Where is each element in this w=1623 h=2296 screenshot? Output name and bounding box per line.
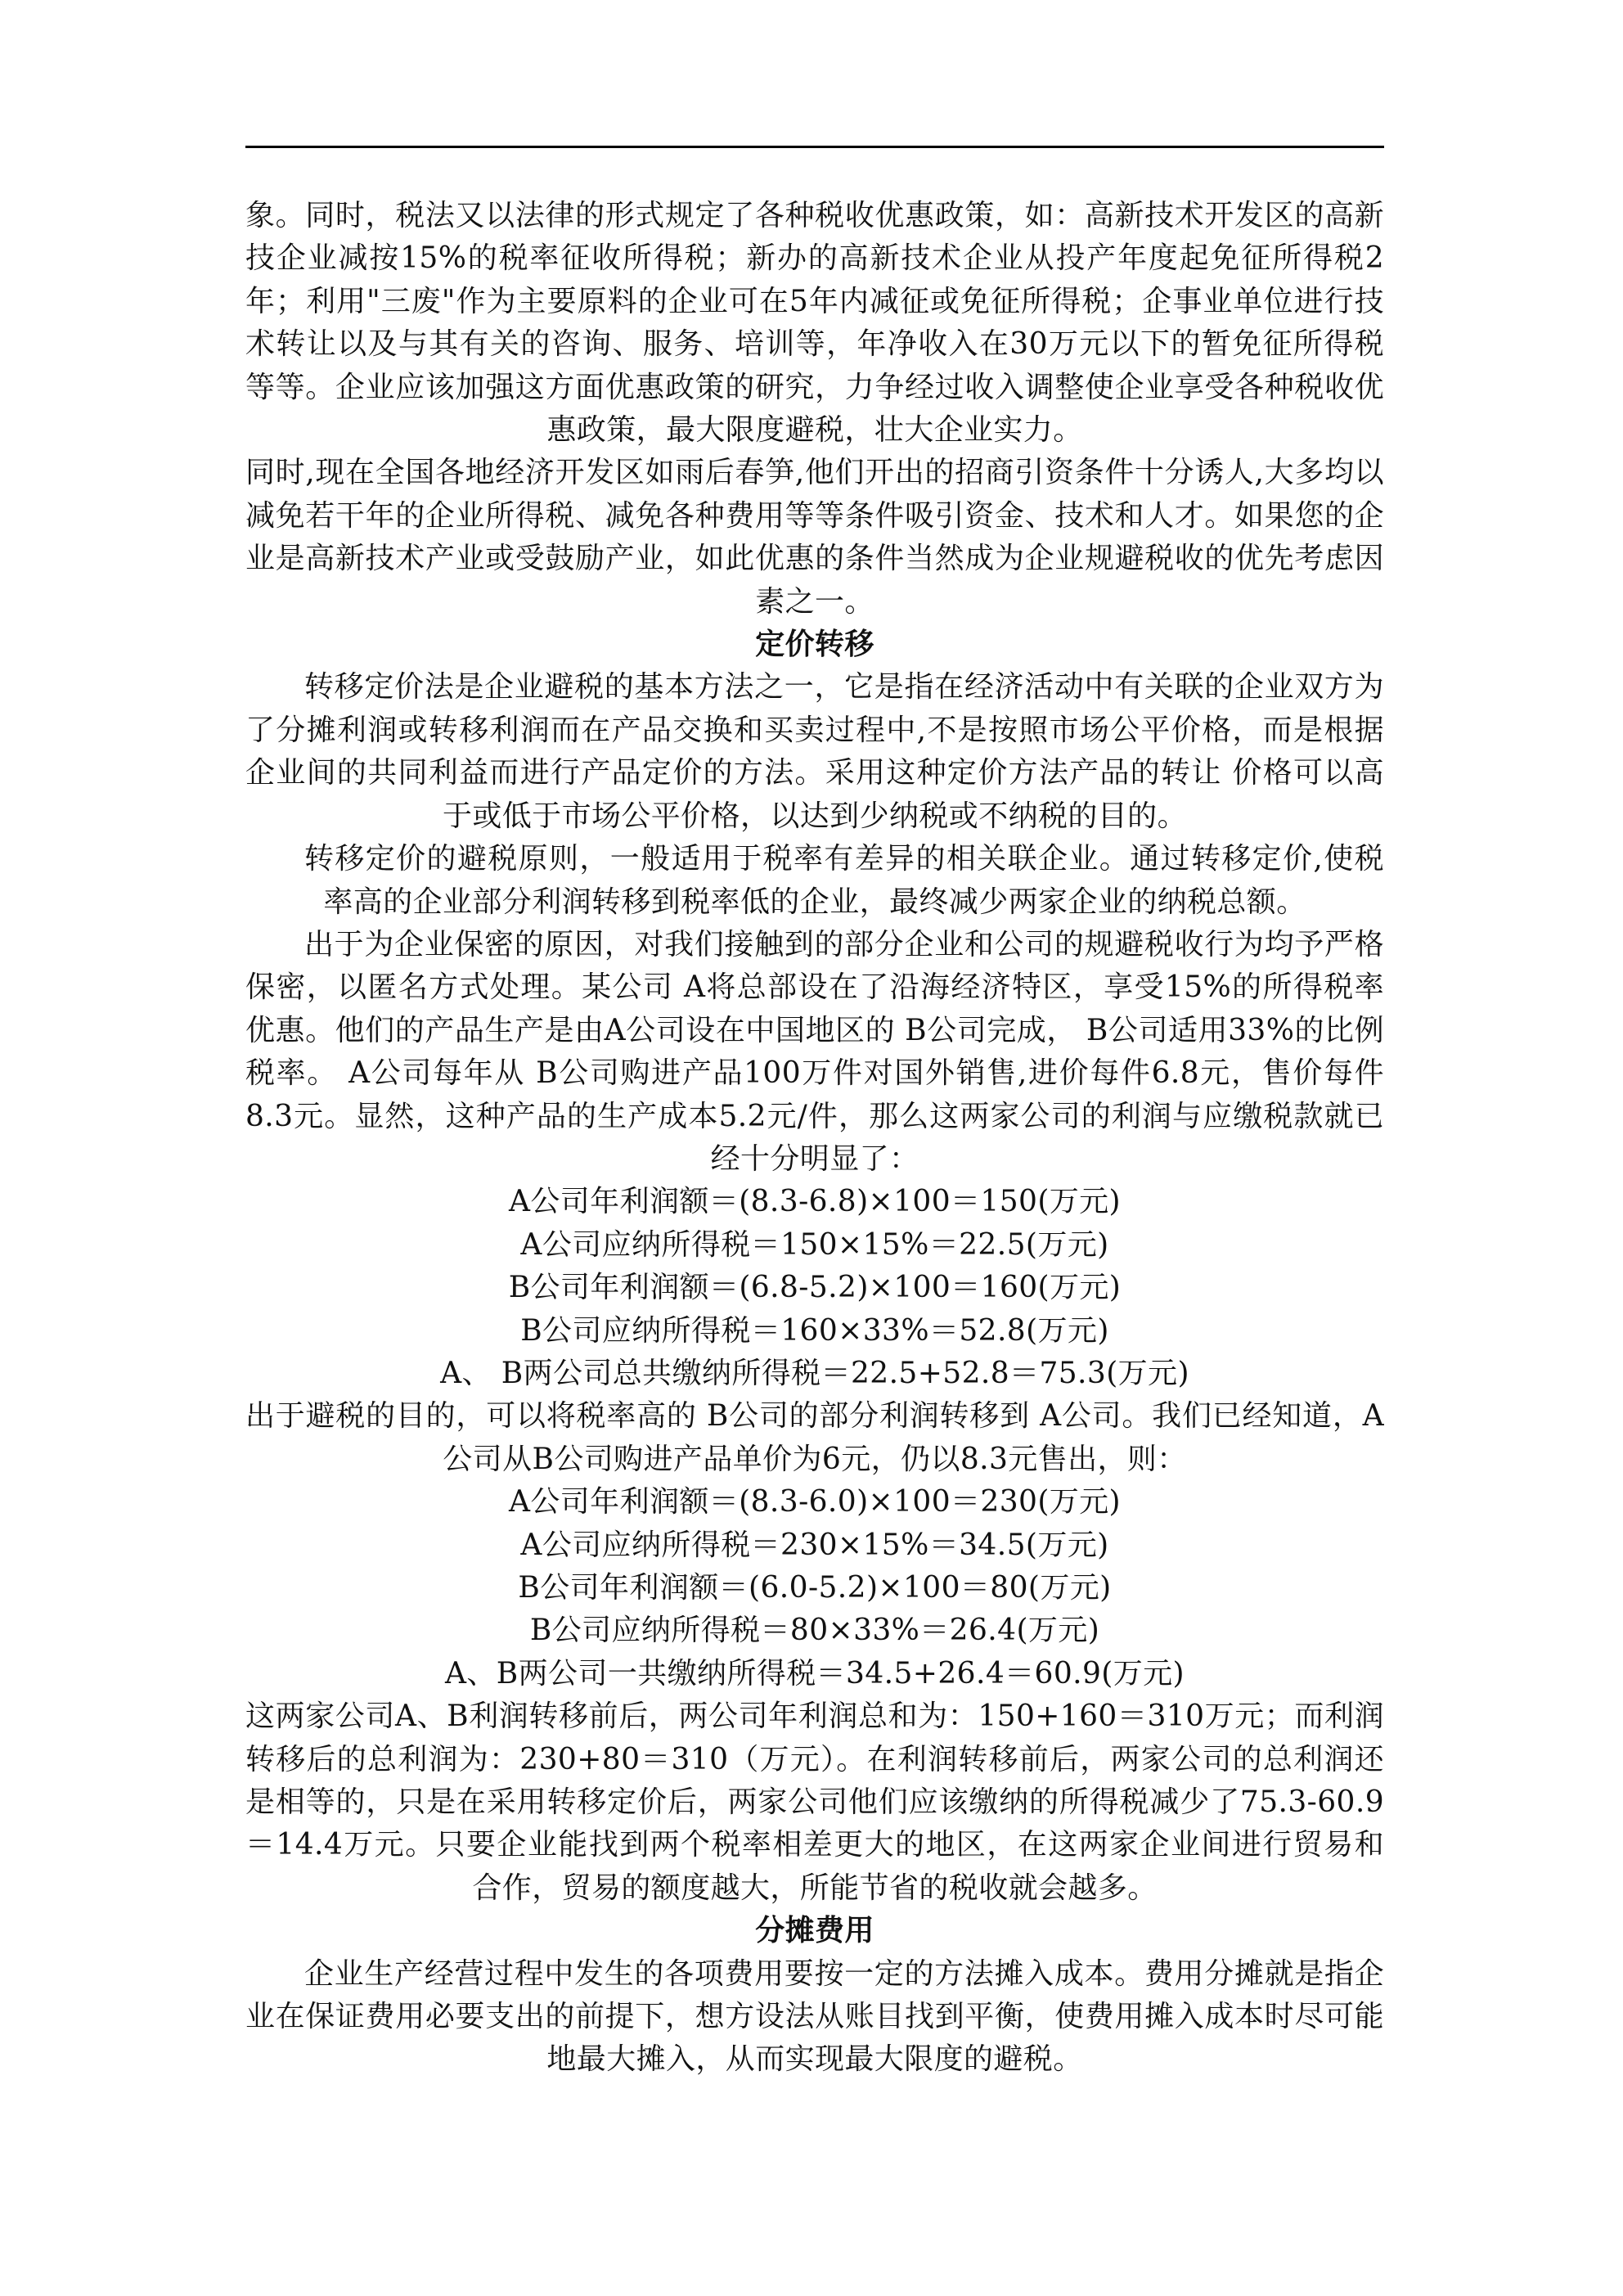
- formula-line: A公司年利润额＝(8.3-6.8)×100＝150(万元): [508, 1185, 1122, 1219]
- paragraph-transfer-principle: 转移定价的避税原则，一般适用于税率有差异的相关联企业。通过转移定价,使税率高的企业部分利润转移到税率低的企业，最终减少两家企业的纳税总额。: [304, 842, 1384, 919]
- formula-line: A公司年利润额＝(8.3-6.0)×100＝230(万元): [508, 1485, 1122, 1519]
- section-heading-transfer-pricing: 定价转移: [755, 628, 874, 662]
- formula-line: B公司年利润额＝(6.8-5.2)×100＝160(万元): [508, 1271, 1122, 1305]
- document-body: [245, 195, 1384, 2082]
- paragraph-transfer-definition: 转移定价法是企业避税的基本方法之一，它是指在经济活动中有关联的企业双方为了分摊利润或转移利润而在产品交换和买卖过程中,不是按照市场公平价格，而是根据企业间的共同利益而进行产品定价的方法。采用这种定价方法产品的转让 价格可以高于或低于市场公平价格，以达到少纳税或不纳税的目的。: [245, 670, 1384, 833]
- formula-line: A公司应纳所得税＝230×15%＝34.5(万元): [520, 1528, 1109, 1562]
- paragraph-case-example: 出于为企业保密的原因，对我们接触到的部分企业和公司的规避税收行为均予严格保密，以匿名方式处理。某公司 A将总部设在了沿海经济特区，享受15%的所得税率优惠。他们的产品生产是由A公司设在中国地区的 B公司完成， B公司适用33%的比例税率。 A公司每年从 B公司购进产品100万件对国外销售,进价每件6.8元，售价每件8.3元。显然，这种产品的生产成本5.2元/件，那么这两家公司的利润与应缴税款就已经十分明显了：: [245, 927, 1384, 1176]
- formula-line: B公司应纳所得税＝80×33%＝26.4(万元): [529, 1614, 1100, 1648]
- header-rule: [245, 146, 1384, 148]
- paragraph-comparison: 这两家公司A、B利润转移前后，两公司年利润总和为：150+160＝310万元；而利润转移后的总利润为：230+80＝310（万元）。在利润转移前后，两家公司的总利润还是相等的，只是在采用转移定价后，两家公司他们应该缴纳的所得税减少了75.3-60.9＝14.4万元。只要企业能找到两个税率相差更大的地区，在这两家企业间进行贸易和合作，贸易的额度越大，所能节省的税收就会越多。: [245, 1699, 1384, 1905]
- paragraph-development-zones: 同时,现在全国各地经济开发区如雨后春笋,他们开出的招商引资条件十分诱人,大多均以减免若干年的企业所得税、减免各种费用等等条件吸引资金、技术和人才。如果您的企业是高新技术产业或受鼓励产业，如此优惠的条件当然成为企业规避税收的优先考虑因素之一。: [245, 456, 1384, 619]
- formula-line: A、B两公司一共缴纳所得税＝34.5+26.4＝60.9(万元): [445, 1656, 1185, 1690]
- formula-line: B公司应纳所得税＝160×33%＝52.8(万元): [520, 1313, 1109, 1348]
- formula-line: A、 B两公司总共缴纳所得税＝22.5+52.8＝75.3(万元): [440, 1356, 1189, 1390]
- paragraph-transfer-purpose: 出于避税的目的，可以将税率高的 B公司的部分利润转移到 A公司。我们已经知道，A公司从B公司购进产品单价为6元，仍以8.3元售出，则：: [245, 1399, 1384, 1476]
- paragraph-tax-incentives: 象。同时，税法又以法律的形式规定了各种税收优惠政策，如：高新技术开发区的高新技企业减按15%的税率征收所得税；新办的高新技术企业从投产年度起免征所得税2年；利用"三废"作为主要原料的企业可在5年内减征或免征所得税；企事业单位进行技术转让以及与其有关的咨询、服务、培训等，年净收入在30万元以下的暂免征所得税等等。企业应该加强这方面优惠政策的研究，力争经过收入调整使企业享受各种税收优惠政策，最大限度避税，壮大企业实力。: [245, 199, 1384, 448]
- formula-line: A公司应纳所得税＝150×15%＝22.5(万元): [520, 1227, 1109, 1262]
- formula-line: B公司年利润额＝(6.0-5.2)×100＝80(万元): [518, 1571, 1112, 1605]
- paragraph-cost-allocation: 企业生产经营过程中发生的各项费用要按一定的方法摊入成本。费用分摊就是指企业在保证费用必要支出的前提下，想方设法从账目找到平衡，使费用摊入成本时尽可能地最大摊入，从而实现最大限度的避税。: [245, 1956, 1384, 2077]
- section-heading-cost-allocation: 分摊费用: [755, 1914, 874, 1948]
